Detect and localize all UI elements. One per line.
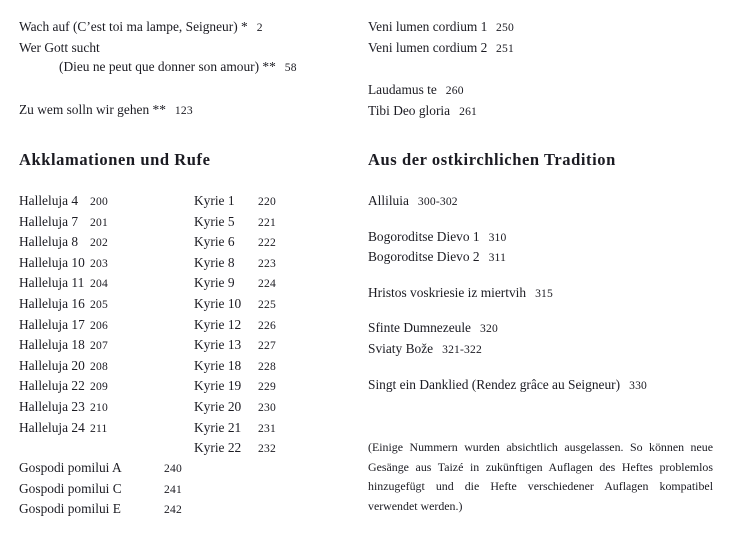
spacer (19, 78, 297, 100)
spacer (368, 268, 647, 283)
entry-title: Kyrie 20 (194, 398, 242, 414)
entry-number: 261 (459, 104, 478, 118)
entry-title: Halleluja 11 (19, 275, 85, 291)
entry-number: 2 (256, 21, 263, 34)
index-entry (194, 294, 298, 315)
entry-title: Halleluja 7 (19, 213, 79, 229)
entry-number: 228 (258, 359, 276, 373)
entry-number: 210 (90, 400, 108, 414)
entry-number: 242 (164, 503, 182, 517)
entry-number: 330 (629, 378, 648, 392)
entry-title: Kyrie 1 (194, 193, 235, 208)
index-entry (19, 356, 130, 377)
entry-title: Halleluja 10 (19, 254, 85, 270)
entry-title: Bogoroditse Dievo 2 (368, 249, 480, 265)
entry-title: Kyrie 13 (194, 337, 242, 353)
index-entry (368, 80, 536, 101)
entry-title: Halleluja 20 (19, 357, 85, 373)
entry-number: 300-302 (417, 195, 458, 208)
index-entry (19, 273, 130, 294)
entry-number: 241 (164, 482, 182, 496)
entry-number: 321-322 (442, 342, 482, 356)
entry-title: Hristos voskriesie iz miertvih (368, 284, 527, 300)
halleluja-list (19, 191, 130, 438)
entry-number: 222 (258, 236, 276, 250)
entry-title: Sfinte Dumnezeule (368, 320, 471, 336)
entry-number: 310 (488, 230, 507, 244)
entry-title: Kyrie 8 (194, 254, 235, 270)
entry-number: 311 (488, 251, 507, 265)
entry-title: Halleluja 18 (19, 337, 85, 353)
index-entry-continuation (19, 57, 297, 78)
entry-title: Wach auf (C’est toi ma lampe, Seigneur) * (19, 19, 248, 34)
gospodi-list (19, 458, 204, 520)
entry-number: 208 (90, 359, 108, 373)
entry-number: 225 (258, 297, 276, 311)
index-entry (19, 458, 204, 479)
entry-title: Halleluja 4 (19, 193, 79, 208)
index-entry (194, 438, 298, 459)
index-entry (368, 17, 536, 38)
index-entry (368, 318, 647, 339)
index-entry (194, 418, 298, 439)
entry-number: 260 (445, 84, 464, 98)
index-entry (368, 375, 647, 396)
entry-number: 224 (258, 277, 276, 291)
index-entry (194, 315, 298, 336)
eastern-tradition-list (368, 191, 647, 395)
entry-number: 202 (90, 236, 108, 250)
entry-title: Bogoroditse Dievo 1 (368, 228, 480, 244)
index-entry (368, 38, 536, 59)
entry-number: 230 (258, 400, 276, 414)
index-entry (194, 397, 298, 418)
entry-number: 223 (258, 256, 276, 270)
entry-title: Gospodi pomilui E (19, 501, 121, 517)
entry-title: Kyrie 10 (194, 295, 242, 311)
entry-title: Halleluja 23 (19, 398, 85, 414)
index-entry (368, 191, 647, 212)
entry-number: 207 (90, 339, 108, 353)
index-entry (368, 247, 647, 268)
entry-number: 58 (284, 61, 297, 75)
spacer (368, 303, 647, 318)
entry-number: 250 (496, 21, 514, 34)
entry-number: 251 (496, 41, 514, 55)
index-entry (19, 335, 130, 356)
index-entry (19, 38, 297, 58)
spacer (368, 360, 647, 375)
entry-number: 221 (258, 215, 276, 229)
right-top-entries (368, 17, 536, 121)
index-entry (19, 418, 130, 439)
entry-title: Kyrie 19 (194, 378, 242, 394)
entry-number: 227 (258, 339, 276, 353)
entry-title: Veni lumen cordium 2 (368, 39, 488, 55)
entry-title: Gospodi pomilui C (19, 480, 122, 496)
entry-number: 231 (258, 421, 276, 435)
entry-title: Sviaty Bože (368, 340, 434, 356)
entry-number: 211 (90, 421, 108, 435)
spacer (368, 58, 536, 80)
left-top-entries (19, 17, 297, 120)
entry-number: 240 (164, 462, 182, 475)
section-heading-eastern: Aus der ostkirchlichen Tradition (368, 150, 616, 169)
index-entry (368, 227, 647, 248)
kyrie-list (194, 191, 298, 459)
index-entry (194, 376, 298, 397)
entry-number: 204 (90, 277, 108, 291)
index-entry (19, 253, 130, 274)
entry-title: Halleluja 8 (19, 234, 79, 250)
entry-title: Kyrie 22 (194, 440, 242, 456)
index-entry (19, 17, 297, 38)
index-entry (19, 100, 297, 121)
index-entry (19, 232, 130, 253)
index-entry (19, 294, 130, 315)
entry-title: Halleluja 17 (19, 316, 85, 332)
entry-title: Kyrie 9 (194, 275, 235, 291)
index-entry (19, 376, 130, 397)
entry-title: Alliluia (368, 193, 409, 208)
entry-title: Gospodi pomilui A (19, 460, 122, 475)
index-entry (194, 212, 298, 233)
editorial-note: (Einige Nummern wurden absichtlich ausgelassen. So können neue Gesänge aus Taizé in zukünftigen Auflagen des Heftes problemlos hinzugefügt und die Hefte verschiedener Auflagen kompatibel verwendet werden.) (368, 440, 713, 513)
index-entry (368, 339, 647, 360)
entry-number: 201 (90, 215, 108, 229)
entry-number: 203 (90, 256, 108, 270)
index-entry (194, 273, 298, 294)
section-heading-acclamations: Akklamationen und Rufe (19, 150, 211, 169)
entry-number: 205 (90, 297, 108, 311)
index-entry (19, 397, 130, 418)
index-entry (194, 253, 298, 274)
entry-title: Kyrie 5 (194, 213, 235, 229)
index-entry (368, 101, 536, 122)
entry-title: Tibi Deo gloria (368, 102, 451, 118)
entry-number: 226 (258, 318, 276, 332)
entry-number: 232 (258, 442, 276, 456)
spacer (368, 212, 647, 227)
entry-number: 315 (535, 286, 553, 300)
index-entry (194, 232, 298, 253)
entry-number: 320 (480, 322, 498, 336)
entry-number: 123 (174, 103, 193, 117)
entry-title: Kyrie 6 (194, 234, 235, 250)
entry-number: 229 (258, 380, 276, 394)
index-entry (19, 191, 130, 212)
index-entry (194, 335, 298, 356)
entry-title: Laudamus te (368, 82, 437, 98)
entry-number: 220 (258, 195, 276, 208)
entry-title: Singt ein Danklied (Rendez grâce au Seigneur) (368, 376, 621, 392)
entry-number: 209 (90, 380, 108, 394)
index-entry (194, 191, 298, 212)
index-entry (368, 283, 647, 304)
entry-title: Kyrie 12 (194, 316, 242, 332)
entry-title: Halleluja 22 (19, 378, 85, 394)
entry-title: Kyrie 21 (194, 419, 242, 435)
entry-title: Zu wem solln wir gehen ** (19, 101, 166, 117)
entry-title: Halleluja 16 (19, 295, 85, 311)
entry-number: 206 (90, 318, 108, 332)
index-entry (19, 212, 130, 233)
entry-title: Wer Gott sucht (19, 39, 100, 55)
index-entry (194, 356, 298, 377)
index-entry (19, 315, 130, 336)
entry-title: Veni lumen cordium 1 (368, 19, 488, 34)
index-entry (19, 499, 204, 520)
entry-number: 200 (90, 195, 108, 208)
entry-title: (Dieu ne peut que donner son amour) ** (59, 59, 276, 75)
index-entry (19, 479, 204, 500)
entry-title: Halleluja 24 (19, 419, 85, 435)
entry-title: Kyrie 18 (194, 357, 242, 373)
